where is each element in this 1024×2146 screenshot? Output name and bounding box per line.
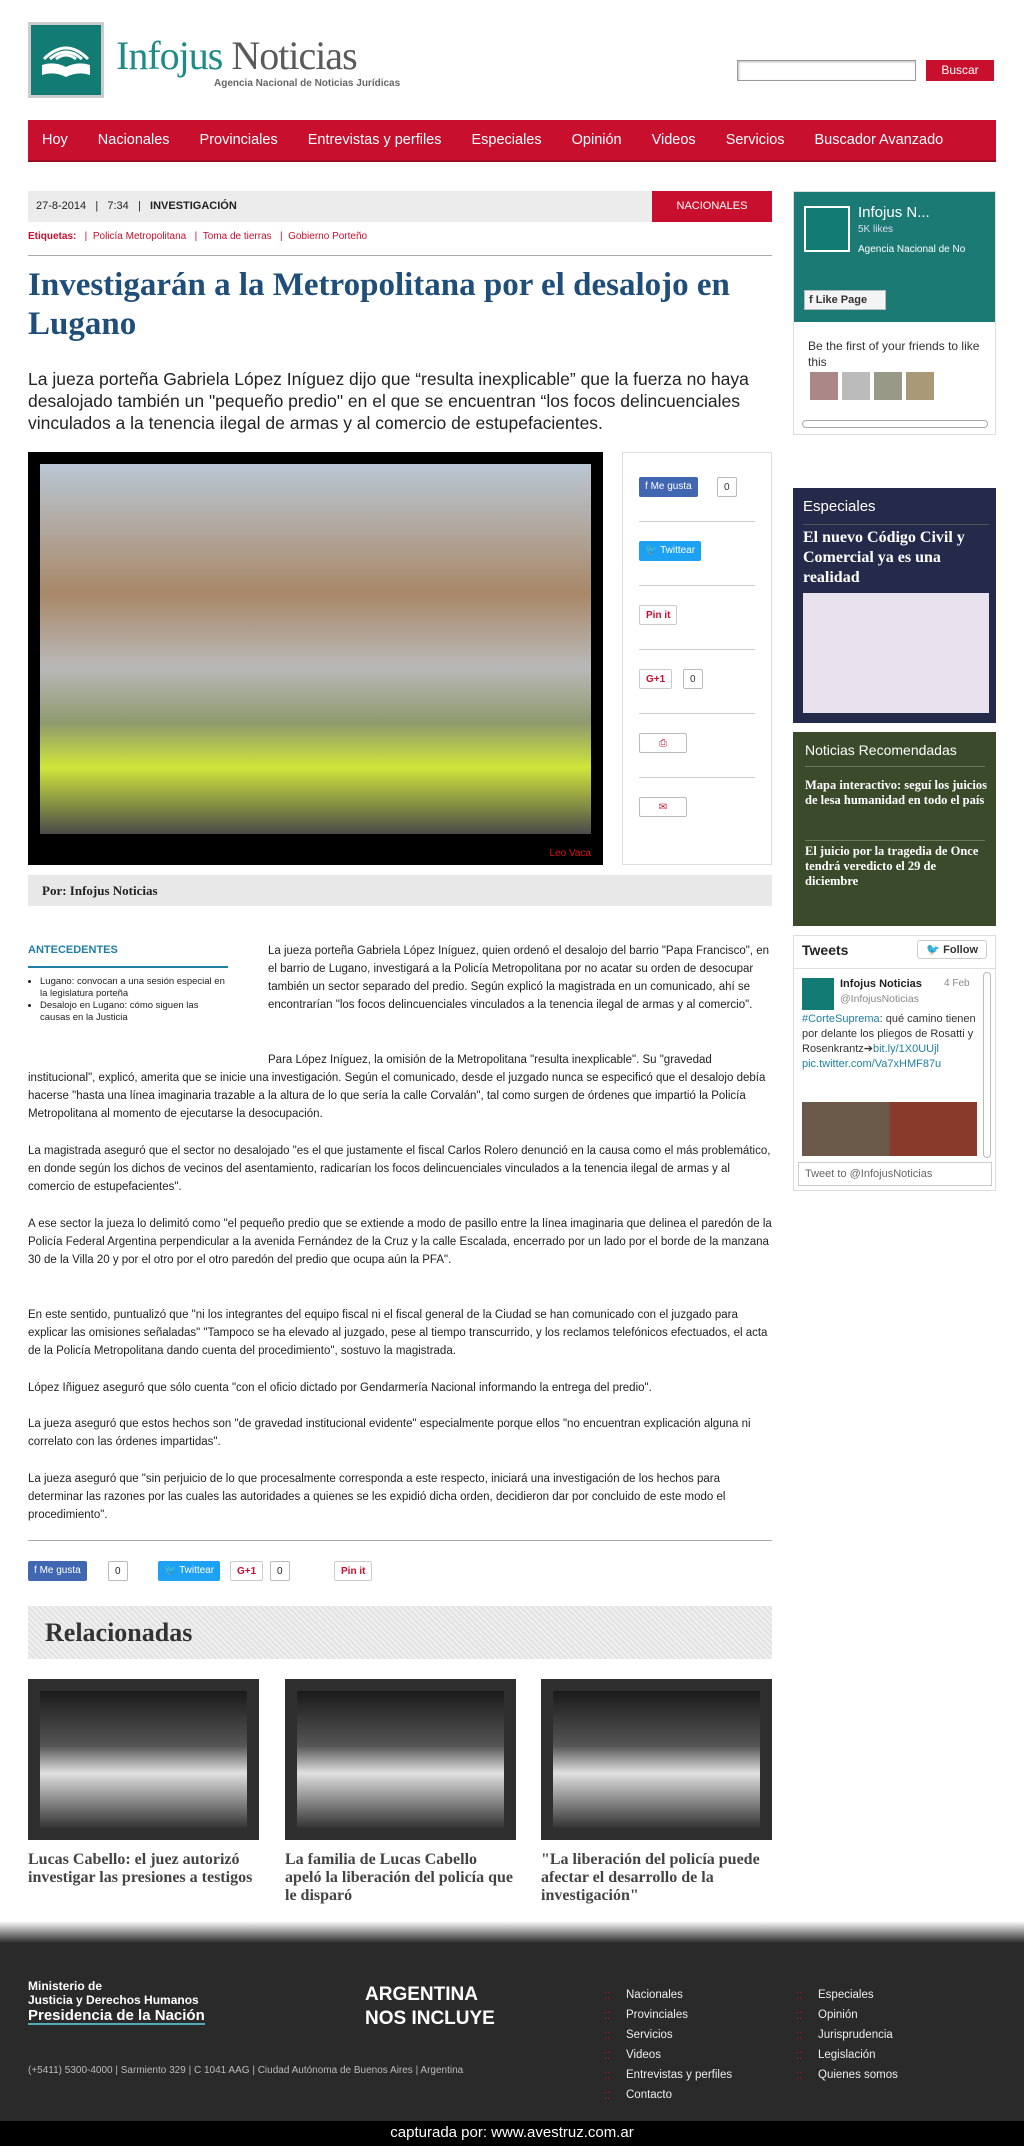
footer (0, 1921, 1024, 2146)
tags-row: Etiquetas: | Policía Metropolitana | Toma de tierras | Gobierno Porteño (28, 231, 368, 242)
tweet-hashtag[interactable]: #CorteSuprema (802, 1013, 880, 1025)
print-icon[interactable]: ⎙ (639, 733, 687, 753)
related-photo (297, 1691, 504, 1828)
tag-link[interactable]: Toma de tierras (202, 231, 272, 242)
share-panel (622, 452, 772, 865)
nav-item-servicios[interactable]: Servicios (725, 132, 785, 148)
logo-primary: Infojus (116, 33, 223, 78)
bullet-icon: ⁚⁚ (604, 2051, 611, 2062)
slogan-line1: ARGENTINA (365, 1984, 478, 2005)
capture-credit: capturada por: www.avestruz.com.ar (0, 2121, 1024, 2146)
vertical-scrollbar[interactable] (983, 972, 991, 1158)
article-time: 7:34 (107, 200, 129, 212)
bullet-icon: ⁚⁚ (796, 2031, 803, 2042)
article-section: INVESTIGACIÓN (150, 200, 237, 212)
search-input[interactable] (737, 60, 916, 81)
antecedentes-list (28, 976, 228, 1024)
fb-cover (794, 192, 995, 322)
article-paragraph: En este sentido, puntualizó que "ni los integrantes del equipo fiscal ni el fiscal general de la Ciudad se han comunicado con el juzgado para explicar las omisiones señaladas" "Tampoco se ha elevado al juzgado, pese al tiempo transcurrido, y los reclamos telefónicos efectuados, el acta de la Policía Metropolitana dando cuenta del procedimiento", sostuvo la magistrada. (28, 1309, 768, 1357)
twitter-follow-button[interactable] (917, 940, 987, 959)
tweet-label: Twittear (660, 545, 696, 556)
article-paragraph: Para López Iníguez, la omisión de la Metropolitana "resulta inexplicable". Su "gravedad (268, 1054, 712, 1066)
bullet-icon: ⁚⁚ (604, 2011, 611, 2022)
bullet-icon: ⁚⁚ (796, 2071, 803, 2082)
recomendadas-item[interactable]: El juicio por la tragedia de Once tendrá veredicto el 29 de diciembre (805, 844, 979, 888)
article-lead: La jueza porteña Gabriela López Iníguez dijo que “resulta inexplicable” que la fuerza no haya desalojado también un "pequeño predio" en el que se encuentran “los focos delincuenciales vinculados a la tenencia ilegal de armas y al comercio de estupefacientes. (28, 369, 749, 433)
fb-friends-text: Be the first of your friends to like this (808, 339, 980, 369)
bullet-icon: ⁚⁚ (604, 2031, 611, 2042)
main-nav (28, 120, 996, 162)
bullet-icon: ⁚⁚ (796, 2011, 803, 2022)
twitter-bird-icon: 🐦 (926, 944, 944, 956)
fb-like-page-label: Like Page (815, 294, 868, 306)
divider (794, 968, 995, 969)
gplus-button[interactable]: G+1 (639, 669, 672, 689)
tweet-date[interactable]: 4 Feb (944, 978, 970, 989)
tweet-handle[interactable]: @InfojusNoticias (840, 993, 919, 1005)
especiales-headline[interactable]: El nuevo Código Civil y Comercial ya es una realidad (803, 529, 965, 586)
antecedentes-title: ANTECEDENTES (28, 944, 118, 956)
footer-link[interactable]: Especiales (818, 1989, 874, 2001)
divider (639, 649, 755, 650)
divider (639, 713, 755, 714)
related-item-title[interactable]: "La liberación del policía puede afectar el desarrollo de la investigación" (541, 1851, 760, 1904)
gplus-count: 0 (683, 669, 703, 689)
share-bottom (28, 1561, 448, 1581)
fb-avatar (804, 206, 850, 252)
nav-item-opinion[interactable]: Opinión (571, 132, 622, 148)
list-item[interactable]: • Lugano: convocan a una sesión especial en la legislatura porteña (40, 976, 228, 1000)
footer-link[interactable]: Servicios (626, 2029, 673, 2041)
footer-link[interactable]: Videos (626, 2049, 661, 2061)
ministry-line2: Justicia y Derechos Humanos (28, 1993, 199, 2007)
divider (639, 521, 755, 522)
fb-like-button[interactable] (639, 477, 698, 497)
footer-link[interactable]: Opinión (818, 2009, 858, 2021)
related-header (28, 1606, 772, 1659)
article-title: Investigarán a la Metropolitana por el desalojo en Lugano (28, 267, 730, 342)
fb-friend-avatars (810, 372, 950, 400)
tweet-button[interactable] (639, 541, 701, 561)
slogan-line2: NOS INCLUYE (365, 2008, 495, 2029)
meta-separator: | (131, 200, 147, 212)
divider (805, 766, 985, 767)
article-photo (28, 452, 603, 865)
article-paragraph: La jueza aseguró que estos hechos son "de gravedad institucional evidente" especialmente porque ellos "no encuentran explicación alguna ni correlato con las órdenes impartidas". (28, 1418, 751, 1448)
footer-link[interactable]: Provinciales (626, 2009, 688, 2021)
meta-separator: | (89, 200, 105, 212)
footer-address: (+5411) 5300-4000 | Sarmiento 329 | C 1041 AAG | Ciudad Autónoma de Buenos Aires | Argentina (28, 2065, 464, 2076)
article-paragraph: institucional", explicó, amerita que se inicie una investigación. Según el comunicado, desde el juzgado nunca se especificó que el desalojo debía hacerse "hasta una línea imaginaria trazable a la altura de lo que sería la calle Corvalán", tal como surgen de órdenes que impartió la Policía Metropolitana al momento de ejecutarse la desocupación. (28, 1072, 766, 1120)
footer-link[interactable]: Nacionales (626, 1989, 683, 2001)
nav-item-nacionales[interactable]: Nacionales (97, 132, 170, 148)
divider (639, 777, 755, 778)
tags-label: Etiquetas: (28, 231, 77, 242)
fb-like-count: 0 (717, 477, 737, 497)
twitter-bird-icon: 🐦 (164, 1565, 180, 1576)
photo-credit: Leo Vaca (549, 848, 591, 859)
tag-link[interactable]: Policía Metropolitana (92, 231, 187, 242)
tweet-text-block (802, 1012, 977, 1072)
tweet-text: : qué camino tienen por delante los pliegos de Rosatti y Rosenkrantz➔ (802, 1013, 976, 1055)
fb-page-name[interactable]: Infojus N... (858, 204, 930, 221)
divider (28, 1540, 772, 1541)
tweet-button[interactable] (158, 1561, 220, 1581)
fb-icon: f (809, 294, 816, 306)
logo-tagline: Agencia Nacional de Noticias Jurídicas (214, 78, 401, 89)
footer-link[interactable]: Legislación (818, 2049, 876, 2061)
divider (803, 524, 989, 525)
fb-like-button[interactable] (28, 1561, 87, 1581)
search-button[interactable]: Buscar (926, 60, 994, 81)
tag-link[interactable]: Gobierno Porteño (288, 231, 368, 242)
fb-likes-count: 5K likes (858, 224, 894, 235)
fb-like-count: 0 (108, 1561, 128, 1581)
fb-like-label: Me gusta (650, 481, 692, 492)
logo-emblem-icon (28, 22, 104, 98)
tweet-compose-input[interactable]: Tweet to @InfojusNoticias (798, 1162, 992, 1186)
footer-link[interactable]: Entrevistas y perfiles (626, 2069, 733, 2081)
related-item-title[interactable]: La familia de Lucas Cabello apeló la liberación del policía que le disparó (285, 1851, 514, 1904)
avatar[interactable] (906, 372, 934, 400)
nav-item-buscador[interactable]: Buscador Avanzado (814, 132, 944, 148)
pinterest-button[interactable]: Pin it (334, 1561, 372, 1581)
tweet-link[interactable]: bit.ly/1X0UUjl (872, 1043, 939, 1055)
tweet-label: Twittear (179, 1565, 215, 1576)
fb-cover-text: Agencia Nacional de No (858, 244, 966, 255)
especiales-image[interactable] (803, 593, 989, 713)
recomendadas-title: Noticias Recomendadas (805, 742, 957, 758)
slogan (365, 1983, 495, 2031)
nav-item-videos[interactable]: Videos (651, 132, 696, 148)
author-bar: Por: Infojus Noticias (28, 875, 772, 906)
nav-item-especiales[interactable]: Especiales (471, 132, 542, 148)
bullet-icon: ⁚⁚ (604, 2071, 611, 2082)
gplus-count: 0 (270, 1561, 290, 1581)
especiales-title: Especiales (803, 498, 876, 515)
footer-fade (0, 1921, 1024, 1943)
tweet-user[interactable]: Infojus Noticias (840, 978, 922, 990)
list-item[interactable]: • Desalojo en Lugano: cómo siguen las causas en la Justicia (40, 1000, 228, 1024)
bullet-icon: ⁚⁚ (796, 1991, 803, 2002)
tweet-avatar[interactable] (802, 978, 834, 1010)
avatar[interactable] (874, 372, 902, 400)
article-paragraph: A ese sector la jueza lo delimitó como "el pequeño predio que se extiende a modo de pasillo entre la línea imaginaria que delinea el paredón de la Policía Federal Argentina perpendicular a la avenida Fernández de la Cruz y la calle Escalada, encerrado por un lado por el borde de la manzana 30 de la Villa 20 y por el otro por el otro paredón del predio que ocupa aún la PFA". (28, 1218, 772, 1266)
divider (805, 840, 985, 841)
email-icon[interactable]: ✉ (639, 797, 687, 817)
bullet-icon: ⁚⁚ (604, 2091, 611, 2102)
photo-image (40, 464, 591, 834)
nav-item-provinciales[interactable]: Provinciales (199, 132, 278, 148)
article-date: 27-8-2014 (36, 200, 87, 212)
related-title: Relacionadas (45, 1618, 193, 1647)
related-photo (40, 1691, 247, 1828)
related-image[interactable] (28, 1679, 259, 1840)
category-button[interactable]: NACIONALES (652, 191, 772, 222)
fb-icon: f (34, 1565, 40, 1576)
avatar[interactable] (842, 372, 870, 400)
fb-icon: f (645, 481, 651, 492)
footer-link[interactable]: Contacto (626, 2089, 673, 2101)
site-logo[interactable] (28, 22, 401, 102)
especiales-widget (793, 488, 996, 723)
related-photo (553, 1691, 760, 1828)
pinterest-button[interactable]: Pin it (639, 605, 677, 625)
logo-secondary: Noticias (231, 33, 357, 78)
horizontal-scrollbar[interactable] (802, 420, 988, 428)
nav-item-entrevistas[interactable]: Entrevistas y perfiles (307, 132, 442, 148)
follow-label: Follow (943, 944, 978, 956)
twitter-widget (793, 935, 996, 1191)
ministry-line1: Ministerio de (28, 1979, 103, 1993)
tweets-title: Tweets (802, 942, 849, 958)
article-paragraph: La jueza aseguró que "sin perjuicio de lo que procesalmente corresponda a este respecto, iniciará una investigación de los hechos para determinar las razones por las cuales las autoridades a quienes se les expidió dicha orden, decidieron dar por concluido de este modo el procedimiento". (28, 1473, 726, 1521)
presidency-label: Presidencia de la Nación (28, 2007, 205, 2024)
related-item-title[interactable]: Lucas Cabello: el juez autorizó investigar las presiones a testigos (28, 1851, 253, 1886)
facebook-widget (793, 191, 996, 435)
gplus-button[interactable]: G+1 (230, 1561, 263, 1581)
divider (28, 255, 772, 256)
related-image[interactable] (285, 1679, 516, 1840)
fb-like-label: Me gusta (39, 1565, 81, 1576)
ministry-logo[interactable] (28, 1979, 205, 2025)
nav-item-hoy[interactable]: Hoy (42, 132, 68, 148)
tweet-media[interactable] (802, 1102, 977, 1156)
divider (639, 585, 755, 586)
avatar[interactable] (810, 372, 838, 400)
bullet-icon: ⁚⁚ (604, 1991, 611, 2002)
bullet-icon: ⁚⁚ (796, 2051, 803, 2062)
fb-like-page-button[interactable] (804, 290, 886, 310)
article-paragraph: López Iñiguez aseguró que sólo cuenta "con el oficio dictado por Gendarmería Nacional informando la entrega del predio". (28, 1382, 652, 1394)
recomendadas-widget (793, 732, 996, 926)
twitter-bird-icon: 🐦 (645, 545, 661, 556)
footer-link[interactable]: Jurisprudencia (818, 2029, 893, 2041)
article-paragraph: La magistrada aseguró que el sector no desalojado "es el que justamente el fiscal Carlos Rolero denunció en la causa como el más problemático, en donde según los dichos de vecinos del asentamiento, radicarían los focos delincuenciales vinculados a la tenencia ilegal de armas y al comercio de estupefacientes". (28, 1145, 771, 1193)
article-paragraph: La jueza porteña Gabriela López Iníguez, quien ordenó el desalojo del barrio "Papa Francisco", en el barrio de Lugano, investigará a la Policía Metropolitana por no acatar su orden de desocupar también un sector separado del predio. Según explicó la magistrada en un comunicado, ahí se encontrarían "los focos delincuenciales vinculados a la tenencia ilegal de armas y al comercio". (268, 945, 770, 1011)
article-meta-bar (28, 191, 652, 222)
divider (28, 966, 228, 968)
related-image[interactable] (541, 1679, 772, 1840)
tweet-link[interactable]: pic.twitter.com/Va7xHMF87u (802, 1058, 942, 1070)
recomendadas-item[interactable]: Mapa interactivo: seguí los juicios de lesa humanidad en todo el país (805, 778, 987, 807)
logo-wordmark (116, 34, 357, 78)
footer-link[interactable]: Quienes somos (818, 2069, 898, 2081)
